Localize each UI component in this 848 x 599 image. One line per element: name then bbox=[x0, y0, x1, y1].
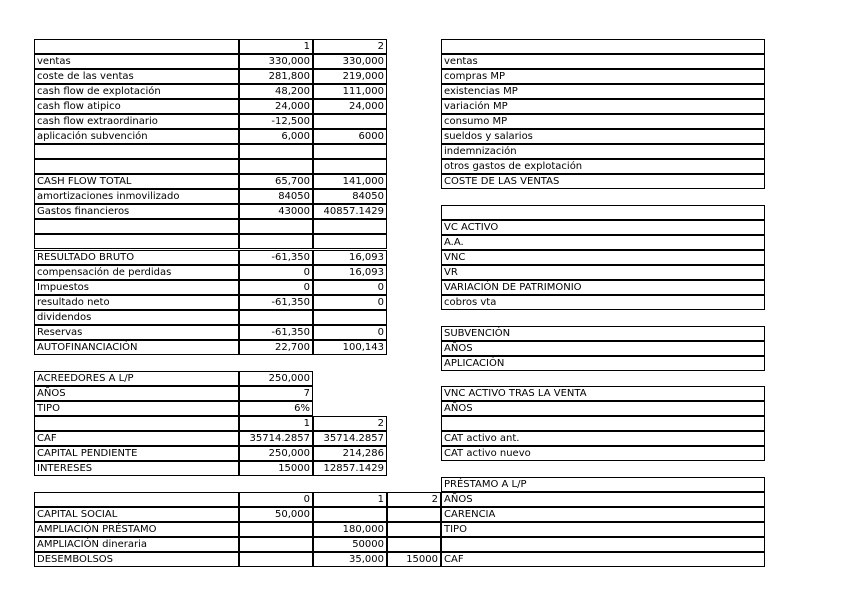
cell[interactable]: aplicación subvención bbox=[34, 129, 239, 144]
cell[interactable]: INTERESES bbox=[34, 461, 239, 476]
cell[interactable]: 1 bbox=[239, 39, 313, 54]
cell[interactable]: 84050 bbox=[313, 189, 387, 204]
cell[interactable]: ventas bbox=[441, 54, 765, 69]
cell[interactable]: VNC bbox=[441, 250, 765, 265]
cell[interactable]: 0 bbox=[239, 265, 313, 280]
cell[interactable]: 50,000 bbox=[239, 507, 313, 522]
cell[interactable] bbox=[239, 219, 313, 234]
cell[interactable]: 12857.1429 bbox=[313, 461, 387, 476]
cell[interactable]: 6% bbox=[239, 401, 313, 416]
cell[interactable]: consumo MP bbox=[441, 114, 765, 129]
cell[interactable]: 100,143 bbox=[313, 340, 387, 355]
cell[interactable]: ACREEDORES A L/P bbox=[34, 371, 239, 386]
cell[interactable]: 35714.2857 bbox=[313, 431, 387, 446]
cell[interactable]: resultado neto bbox=[34, 295, 239, 310]
cell[interactable] bbox=[313, 310, 387, 325]
cell[interactable]: -61,350 bbox=[239, 295, 313, 310]
cell[interactable] bbox=[387, 507, 441, 522]
cell[interactable]: 50000 bbox=[313, 537, 387, 552]
cell[interactable]: 40857.1429 bbox=[313, 204, 387, 219]
cell[interactable] bbox=[34, 159, 239, 174]
cell[interactable] bbox=[441, 205, 765, 220]
cell[interactable] bbox=[239, 234, 313, 249]
cell[interactable]: AÑOS bbox=[34, 386, 239, 401]
cell[interactable] bbox=[34, 219, 239, 234]
cell[interactable]: 219,000 bbox=[313, 69, 387, 84]
cell[interactable]: AÑOS bbox=[441, 401, 765, 416]
cell[interactable]: compensación de perdidas bbox=[34, 265, 239, 280]
cell[interactable]: CAT activo ant. bbox=[441, 431, 765, 446]
cell[interactable]: cash flow de explotación bbox=[34, 84, 239, 99]
cell[interactable] bbox=[387, 537, 441, 552]
cell[interactable]: TIPO bbox=[441, 522, 765, 537]
cell[interactable]: VR bbox=[441, 265, 765, 280]
cell[interactable]: 65,700 bbox=[239, 174, 313, 189]
cell[interactable]: 6,000 bbox=[239, 129, 313, 144]
cell[interactable] bbox=[313, 219, 387, 234]
cell[interactable]: 43000 bbox=[239, 204, 313, 219]
cell[interactable]: SUBVENCIÓN bbox=[441, 326, 765, 341]
cell[interactable]: 0 bbox=[239, 492, 313, 507]
cell[interactable]: 250,000 bbox=[239, 371, 313, 386]
cell[interactable]: 2 bbox=[313, 416, 387, 431]
cell[interactable]: coste de las ventas bbox=[34, 69, 239, 84]
cell[interactable]: Reservas bbox=[34, 325, 239, 340]
cell[interactable]: 180,000 bbox=[313, 522, 387, 537]
cell[interactable] bbox=[239, 144, 313, 159]
cell[interactable]: 16,093 bbox=[313, 265, 387, 280]
cell[interactable]: VC ACTIVO bbox=[441, 220, 765, 235]
cell[interactable]: existencias MP bbox=[441, 84, 765, 99]
cell[interactable] bbox=[34, 39, 239, 54]
cell[interactable] bbox=[239, 522, 313, 537]
cell[interactable] bbox=[313, 159, 387, 174]
cell[interactable]: sueldos y salarios bbox=[441, 129, 765, 144]
cell[interactable]: 250,000 bbox=[239, 446, 313, 461]
cell[interactable]: 1 bbox=[239, 416, 313, 431]
cell[interactable]: cobros vta bbox=[441, 295, 765, 310]
cell[interactable]: dividendos bbox=[34, 310, 239, 325]
cell[interactable] bbox=[441, 537, 765, 552]
cell[interactable]: VNC ACTIVO TRAS LA VENTA bbox=[441, 386, 765, 401]
cell[interactable]: 24,000 bbox=[239, 99, 313, 114]
cell[interactable] bbox=[239, 537, 313, 552]
cell[interactable]: 2 bbox=[313, 39, 387, 54]
cell[interactable]: RESULTADO BRUTO bbox=[34, 250, 239, 265]
cell[interactable] bbox=[387, 522, 441, 537]
cell[interactable]: 24,000 bbox=[313, 99, 387, 114]
cell[interactable]: 0 bbox=[239, 280, 313, 295]
cell[interactable]: 7 bbox=[239, 386, 313, 401]
cell[interactable] bbox=[313, 234, 387, 249]
cell[interactable]: 2 bbox=[387, 492, 441, 507]
cell[interactable]: CAT activo nuevo bbox=[441, 446, 765, 461]
cell[interactable] bbox=[34, 416, 239, 431]
cell[interactable]: compras MP bbox=[441, 69, 765, 84]
cell[interactable]: 84050 bbox=[239, 189, 313, 204]
cell[interactable]: 15000 bbox=[239, 461, 313, 476]
cell[interactable]: 1 bbox=[313, 492, 387, 507]
cell[interactable]: CAPITAL SOCIAL bbox=[34, 507, 239, 522]
cell[interactable]: otros gastos de explotación bbox=[441, 159, 765, 174]
cell[interactable]: PRÉSTAMO A L/P bbox=[441, 477, 765, 492]
cell[interactable]: CARENCIA bbox=[441, 507, 765, 522]
cell[interactable]: -12,500 bbox=[239, 114, 313, 129]
cell[interactable] bbox=[34, 492, 239, 507]
cell[interactable]: AUTOFINANCIACIÓN bbox=[34, 340, 239, 355]
cell[interactable]: COSTE DE LAS VENTAS bbox=[441, 174, 765, 189]
cell[interactable]: 15000 bbox=[387, 552, 441, 567]
cell[interactable]: Impuestos bbox=[34, 280, 239, 295]
cell[interactable]: 35714.2857 bbox=[239, 431, 313, 446]
cell[interactable]: 48,200 bbox=[239, 84, 313, 99]
cell[interactable]: 330,000 bbox=[239, 54, 313, 69]
cell[interactable]: 0 bbox=[313, 295, 387, 310]
cell[interactable]: 0 bbox=[313, 280, 387, 295]
cell[interactable]: 16,093 bbox=[313, 250, 387, 265]
cell[interactable]: 141,000 bbox=[313, 174, 387, 189]
cell[interactable]: A.A. bbox=[441, 235, 765, 250]
cell[interactable]: -61,350 bbox=[239, 250, 313, 265]
cell[interactable]: 111,000 bbox=[313, 84, 387, 99]
cell[interactable]: variación MP bbox=[441, 99, 765, 114]
cell[interactable] bbox=[313, 144, 387, 159]
cell[interactable]: DESEMBOLSOS bbox=[34, 552, 239, 567]
cell[interactable]: CAF bbox=[34, 431, 239, 446]
cell[interactable]: CAF bbox=[441, 552, 765, 567]
cell[interactable]: 281,800 bbox=[239, 69, 313, 84]
cell[interactable]: 35,000 bbox=[313, 552, 387, 567]
cell[interactable]: cash flow atipico bbox=[34, 99, 239, 114]
cell[interactable] bbox=[313, 507, 387, 522]
cell[interactable] bbox=[239, 159, 313, 174]
cell[interactable] bbox=[313, 114, 387, 129]
cell[interactable]: AMPLIACIÓN PRÉSTAMO bbox=[34, 522, 239, 537]
cell[interactable] bbox=[441, 39, 765, 54]
cell[interactable] bbox=[441, 416, 765, 431]
cell[interactable]: TIPO bbox=[34, 401, 239, 416]
cell[interactable] bbox=[34, 234, 239, 249]
cell[interactable]: AÑOS bbox=[441, 341, 765, 356]
cell[interactable]: VARIACIÓN DE PATRIMONIO bbox=[441, 280, 765, 295]
cell[interactable] bbox=[239, 552, 313, 567]
cell[interactable]: CASH FLOW TOTAL bbox=[34, 174, 239, 189]
cell[interactable]: amortizaciones inmovilizado bbox=[34, 189, 239, 204]
cell[interactable]: 22,700 bbox=[239, 340, 313, 355]
cell[interactable]: ventas bbox=[34, 54, 239, 69]
cell[interactable]: -61,350 bbox=[239, 325, 313, 340]
cell[interactable]: CAPITAL PENDIENTE bbox=[34, 446, 239, 461]
cell[interactable]: cash flow extraordinario bbox=[34, 114, 239, 129]
cell[interactable]: AÑOS bbox=[441, 492, 765, 507]
cell[interactable]: Gastos financieros bbox=[34, 204, 239, 219]
cell[interactable]: 0 bbox=[313, 325, 387, 340]
cell[interactable]: indemnización bbox=[441, 144, 765, 159]
cell[interactable] bbox=[34, 144, 239, 159]
cell[interactable]: AMPLIACIÓN dineraria bbox=[34, 537, 239, 552]
cell[interactable]: APLICACIÓN bbox=[441, 356, 765, 371]
cell[interactable]: 214,286 bbox=[313, 446, 387, 461]
cell[interactable] bbox=[239, 310, 313, 325]
cell[interactable]: 330,000 bbox=[313, 54, 387, 69]
cell[interactable]: 6000 bbox=[313, 129, 387, 144]
